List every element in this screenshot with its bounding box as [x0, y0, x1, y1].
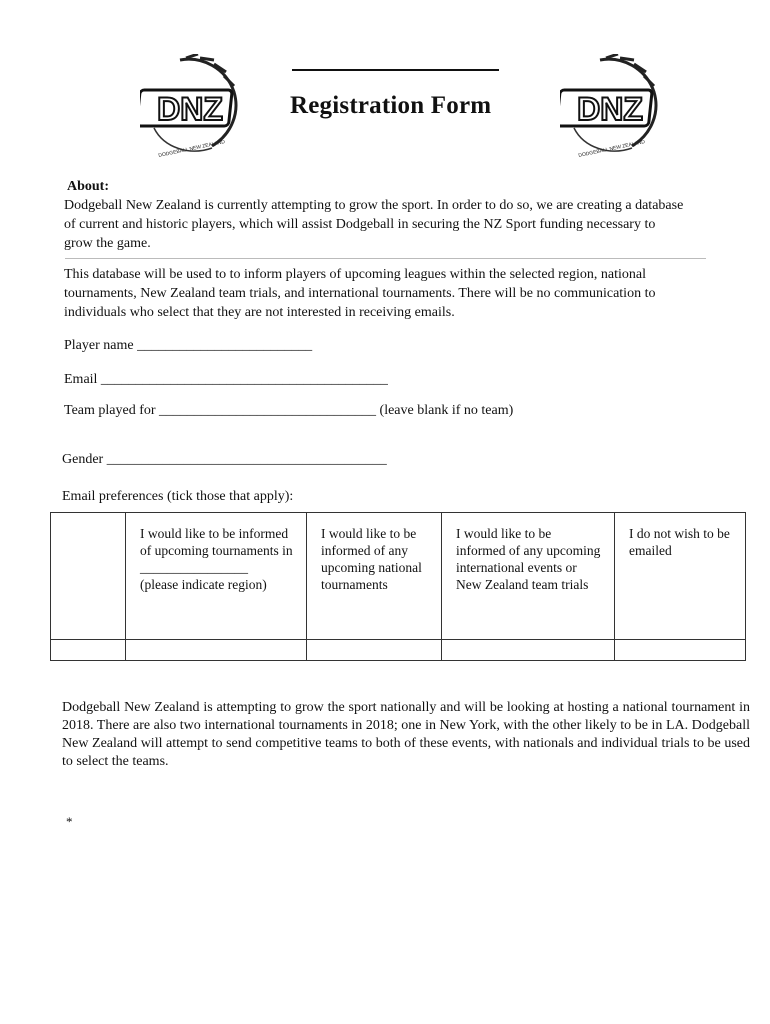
database-text: This database will be used to to inform players of upcoming leagues within the selected region, national tournaments, New Zealand team trials, and international tournaments. There will be no communication to individuals who select that they are not interested in receiving emails. [64, 267, 656, 320]
option-text: I would like to be informed of any upcoming national tournaments [321, 526, 422, 592]
player-name-field[interactable]: Player name _________________________ [64, 338, 313, 353]
footnote-marker: * [66, 814, 73, 829]
option-international-events [442, 513, 615, 640]
tick-cell-empty [51, 640, 126, 661]
option-text: I would like to be informed of upcoming tournaments in [140, 526, 293, 558]
dnz-logo-left [140, 54, 240, 158]
logo-left-caption: DODGEBALL NEW ZEALAND [157, 139, 226, 158]
logo-right-text: DNZ [577, 91, 643, 127]
about-label: About: [67, 179, 110, 194]
option-national-tournaments [307, 513, 442, 640]
about-text: Dodgeball New Zealand is currently attempting to grow the sport. In order to do so, we are creating a database of current and historic players, which will assist Dodgeball in securing the NZ Sport funding necessary to grow the game. [64, 198, 684, 251]
section-divider [65, 258, 706, 259]
team-field[interactable]: Team played for _______________________________ (leave blank if no team) [64, 403, 514, 418]
tick-cell-international[interactable] [442, 640, 615, 661]
region-blank[interactable]: ________________ [140, 560, 248, 575]
email-preferences-label: Email preferences (tick those that apply): [62, 489, 294, 504]
tick-cell-national[interactable] [307, 640, 442, 661]
empty-header-cell [51, 513, 126, 640]
tick-cell-regional[interactable] [126, 640, 307, 661]
logo-left-text: DNZ [157, 91, 223, 127]
option-no-emails [615, 513, 746, 640]
tick-cell-no-emails[interactable] [615, 640, 746, 661]
email-field[interactable]: Email _________________________________________ [64, 372, 388, 387]
tick-row [51, 640, 746, 661]
option-note: (please indicate region) [140, 577, 267, 592]
gender-field[interactable]: Gender ________________________________________ [62, 452, 387, 467]
option-text: I would like to be informed of any upcoming international events or New Zealand team trials [456, 526, 601, 592]
page-title: Registration Form [290, 92, 492, 119]
option-regional-tournaments [126, 513, 307, 640]
logo-right-caption: DODGEBALL NEW ZEALAND [577, 139, 646, 158]
title-rule [292, 69, 499, 71]
bottom-paragraph: Dodgeball New Zealand is attempting to grow the sport nationally and will be looking at hosting a national tournament in 2018. There are also two international tournaments in 2018; one in New York, with the other likely to be in LA. Dodgeball New Zealand will attempt to send competitive teams to both of these events, with nationals and individual trials to be used to select the teams. [62, 700, 750, 769]
dnz-logo-right [560, 54, 660, 158]
email-preferences-table [50, 512, 746, 661]
options-row [51, 513, 746, 640]
option-text: I do not wish to be emailed [629, 526, 730, 558]
